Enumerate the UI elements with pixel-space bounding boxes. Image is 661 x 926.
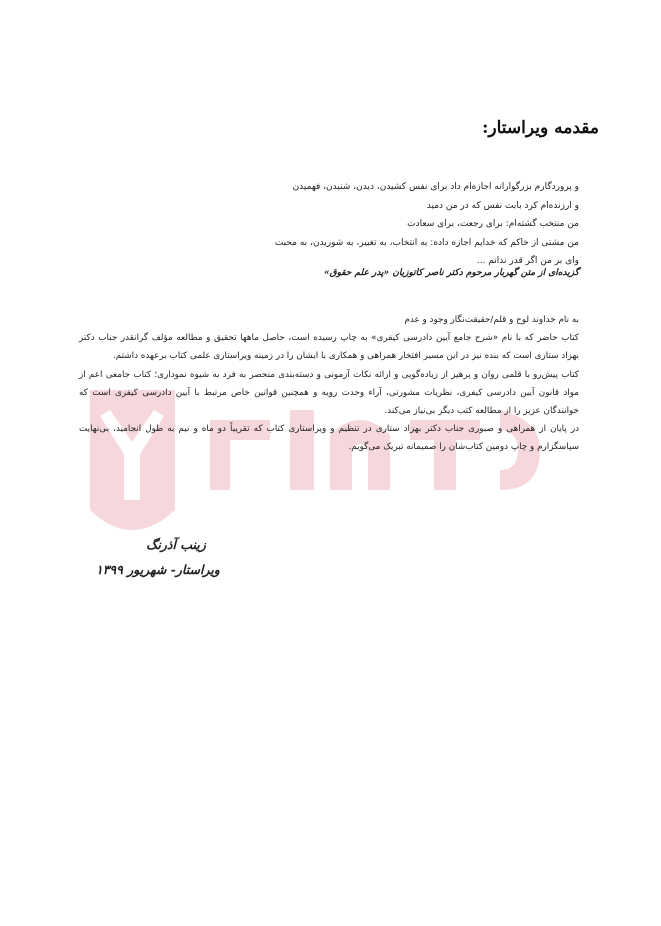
poem-line: و پروردگارم بزرگوارانه اجازه‌ام داد برای نفس کشیدن، دیدن، شنیدن، فهمیدن (292, 182, 579, 192)
signature-name: زینب آذرنگ (146, 537, 206, 552)
poem-block (159, 178, 579, 271)
body-text (79, 311, 579, 457)
poem-line: من منتخب گشته‌ام: برای رجعت، برای سعادت (407, 219, 579, 229)
paragraph: در پایان از همراهی و صبوری جناب دکتر بهزاد ستاری در تنظیم و ویراستاری کتاب که تقریباً دو ماه و نیم به طول انجامید، بی‌نهایت سپاسگزارم و چاپ دومین کتاب‌شان را صمیمانه تبریک می‌گویم. (79, 424, 579, 453)
paragraph: به نام خداوند لوح و قلم/حقیقت‌نگار وجود و عدم (404, 315, 579, 325)
quote-caption: گزیده‌ای از متن گهربار مرحوم دکتر ناصر کاتوزیان «پدر علم حقوق» (324, 268, 579, 278)
page-title: مقدمه ویراستار: (482, 118, 599, 138)
paragraph: کتاب پیش‌رو با قلمی روان و پرهیز از زیاده‌گویی و ارائه نکات آزمونی و دسته‌بندی منحصر به فرد به شیوه نموداری؛ کتاب جامعی اعم از مواد قانون آیین دادرسی کیفری، نظریات مشورتی، آراء وحدت رویه و همچنین قوانین خاص مرتبط با آیین دادرسی کیفری است که خوانندگان عزیز را از مطالعه کتب دیگر بی‌نیاز می‌کند. (79, 369, 579, 417)
poem-line: من مشتی از خاکم که خدایم اجازه داده: به انتخاب، به تغییر، به شوریدن، به محبت (274, 237, 579, 248)
poem-line: و ارزندە‌ام کرد بابت نفس که در من دمید (426, 200, 579, 211)
signature-role-date: ویراستار- شهریور ۱۳۹۹ (96, 562, 220, 577)
paragraph: کتاب حاضر که با نام «شرح جامع آیین دادرسی کیفری» به چاپ رسیده است، حاصل ماهها تحقیق و مطالعه مؤلف گرانقدر جناب دکتر بهزاد ستاری است که بنده نیز در این مسیر افتخار همراهی و همکاری با ایشان را در زمینه ویراستاری علمی کتاب برعهده داشتم. (79, 333, 579, 362)
signature-block (96, 532, 246, 582)
poem-line: وای بر من اگر قدر ندانم ... (476, 256, 579, 266)
